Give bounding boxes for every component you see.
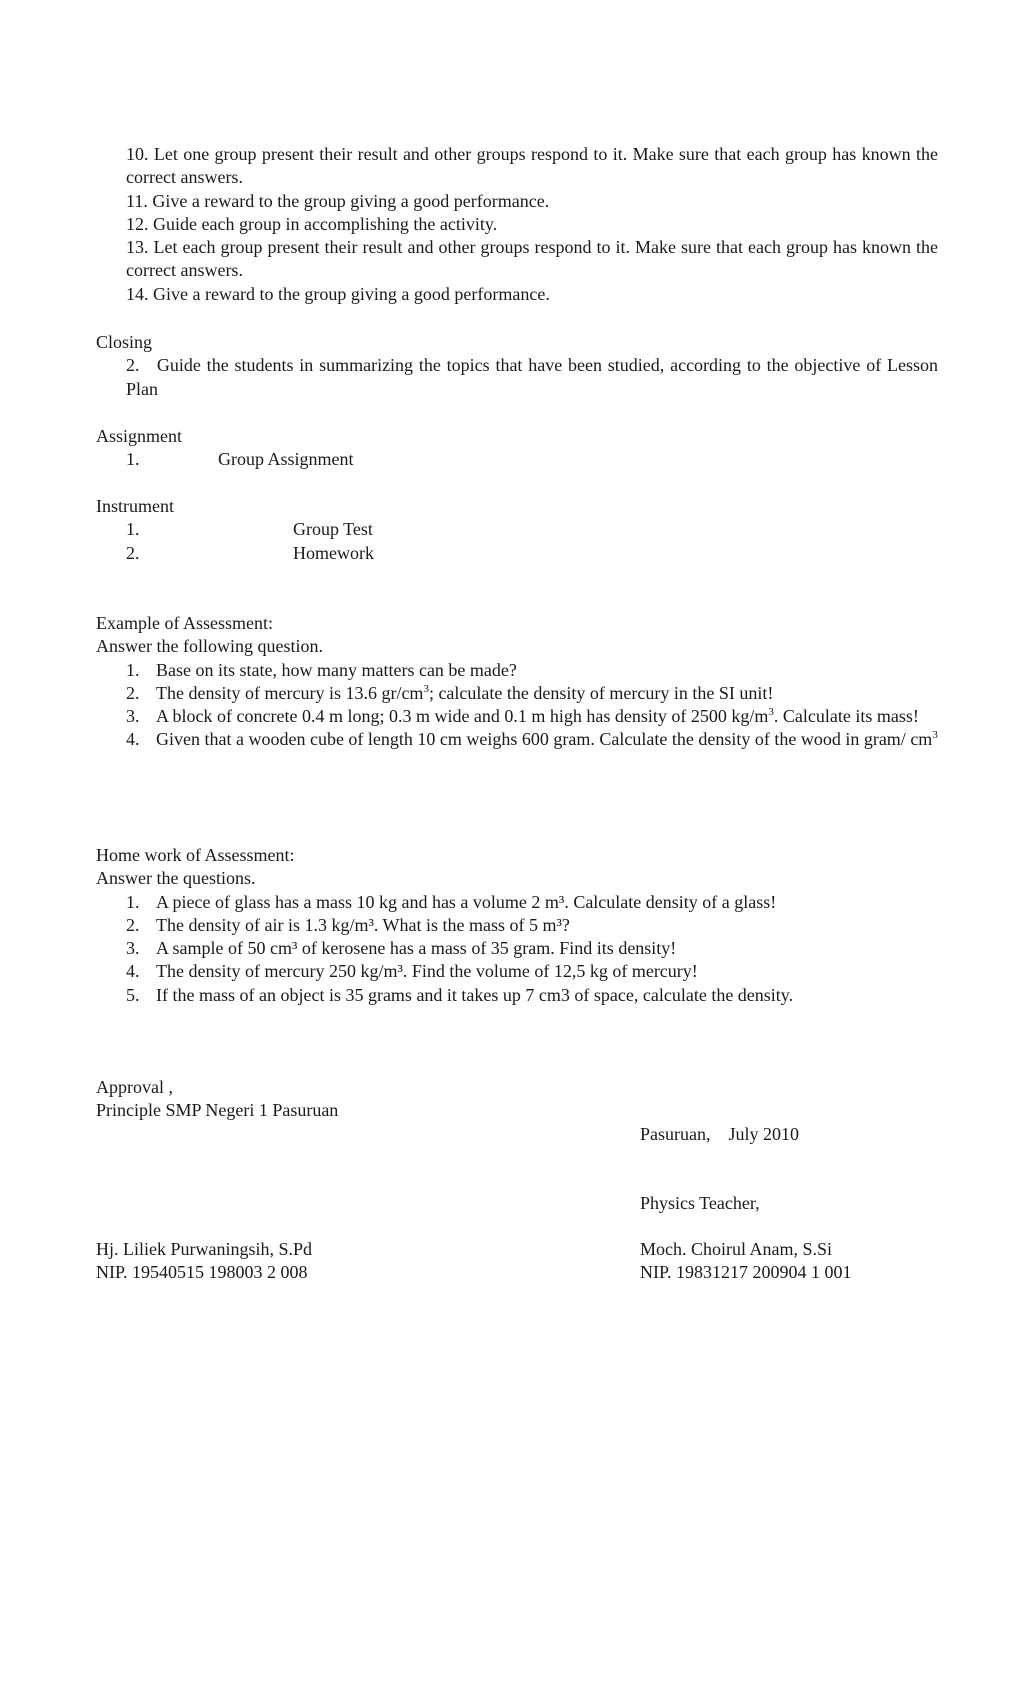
instrument-item xyxy=(96,518,938,541)
question-number: 1. xyxy=(126,659,140,680)
homework-intro: Answer the questions. xyxy=(96,868,256,889)
example-question xyxy=(96,705,938,728)
example-heading: Example of Assessment: xyxy=(96,613,273,633)
instrument-section xyxy=(96,495,938,565)
question-text: A piece of glass has a mass 10 kg and has a volume 2 m³. Calculate density of a glass! xyxy=(156,891,777,912)
assignment-item-label: Group Assignment xyxy=(218,449,354,470)
closing-section xyxy=(96,331,943,401)
principal-name: Hj. Liliek Purwaningsih, S.Pd xyxy=(96,1239,313,1259)
example-question xyxy=(96,682,938,705)
approval-role: Principle SMP Negeri 1 Pasuruan xyxy=(96,1100,339,1121)
question-number: 4. xyxy=(126,729,140,750)
assignment-item xyxy=(96,448,938,471)
assignment-heading: Assignment xyxy=(96,426,183,446)
instrument-item xyxy=(96,542,938,565)
question-number: 3. xyxy=(126,706,140,727)
homework-question xyxy=(96,891,938,914)
instrument-heading: Instrument xyxy=(96,496,174,516)
step-item: 10. Let one group present their result and other groups respond to it. Make sure that each group has known the correct answers. xyxy=(126,144,938,188)
assignment-item-number: 1. xyxy=(126,449,140,470)
step-item: 13. Let each group present their result and other groups respond to it. Make sure that each group has known the correct answers. xyxy=(126,237,938,281)
principal-signature xyxy=(96,1238,312,1285)
question-number: 1. xyxy=(126,891,140,912)
teacher-name: Moch. Choirul Anam, S.Si xyxy=(640,1239,833,1259)
instrument-item-label: Group Test xyxy=(293,519,373,540)
teacher-signature xyxy=(640,1238,852,1285)
step-item: 14. Give a reward to the group giving a good performance. xyxy=(126,283,550,304)
homework-assessment-section xyxy=(96,844,938,1007)
step-item: 12. Guide each group in accomplishing the activity. xyxy=(126,213,498,234)
question-text: If the mass of an object is 35 grams and it takes up 7 cm3 of space, calculate the density. xyxy=(156,984,794,1005)
question-number: 3. xyxy=(126,938,140,959)
question-text: The density of air is 1.3 kg/m³. What is the mass of 5 m³? xyxy=(156,914,570,935)
homework-question xyxy=(96,984,938,1007)
homework-question xyxy=(96,914,938,937)
steps-list xyxy=(96,143,938,306)
homework-heading: Home work of Assessment: xyxy=(96,845,295,865)
instrument-item-number: 2. xyxy=(126,542,140,563)
closing-item: 2. Guide the students in summarizing the topics that have been studied, according to the objective of Lesson Plan xyxy=(126,355,943,399)
question-text: The density of mercury 250 kg/m³. Find the volume of 12,5 kg of mercury! xyxy=(156,961,698,982)
example-question xyxy=(96,728,938,751)
approval-label: Approval , xyxy=(96,1077,173,1097)
question-text: The density of mercury is 13.6 $gr/cm^3$; calculate the density of mercury in the SI unit! xyxy=(156,682,774,703)
teacher-block xyxy=(640,1076,799,1262)
question-number: 4. xyxy=(126,961,140,982)
instrument-item-number: 1. xyxy=(126,519,140,540)
place-date: Pasuruan, July 2010 xyxy=(640,1123,799,1144)
example-assessment-section xyxy=(96,612,938,752)
instrument-item-label: Homework xyxy=(293,542,374,563)
homework-question xyxy=(96,937,938,960)
example-intro: Answer the following question. xyxy=(96,636,323,657)
example-question xyxy=(96,659,938,682)
question-number: 2. xyxy=(126,682,140,703)
homework-question xyxy=(96,960,938,983)
question-number: 5. xyxy=(126,984,140,1005)
closing-heading: Closing xyxy=(96,332,153,352)
question-number: 2. xyxy=(126,914,140,935)
approval-block xyxy=(96,1076,338,1123)
principal-nip: NIP. 19540515 198003 2 008 xyxy=(96,1262,308,1283)
teacher-role: Physics Teacher, xyxy=(640,1193,760,1214)
assignment-section xyxy=(96,425,938,472)
question-text: Base on its state, how many matters can be made? xyxy=(156,659,517,680)
question-text: Given that a wooden cube of length 10 cm weighs 600 gram. Calculate the density of the wood in gram/ $cm^3$ xyxy=(156,729,938,750)
step-item: 11. Give a reward to the group giving a good performance. xyxy=(126,190,550,211)
question-text: A sample of 50 cm³ of kerosene has a mass of 35 gram. Find its density! xyxy=(156,938,677,959)
question-text: A block of concrete 0.4 m long; 0.3 m wide and 0.1 m high has density of 2500 $kg/m^3$. Calculate its mass! xyxy=(156,706,919,727)
teacher-nip: NIP. 19831217 200904 1 001 xyxy=(640,1262,852,1283)
